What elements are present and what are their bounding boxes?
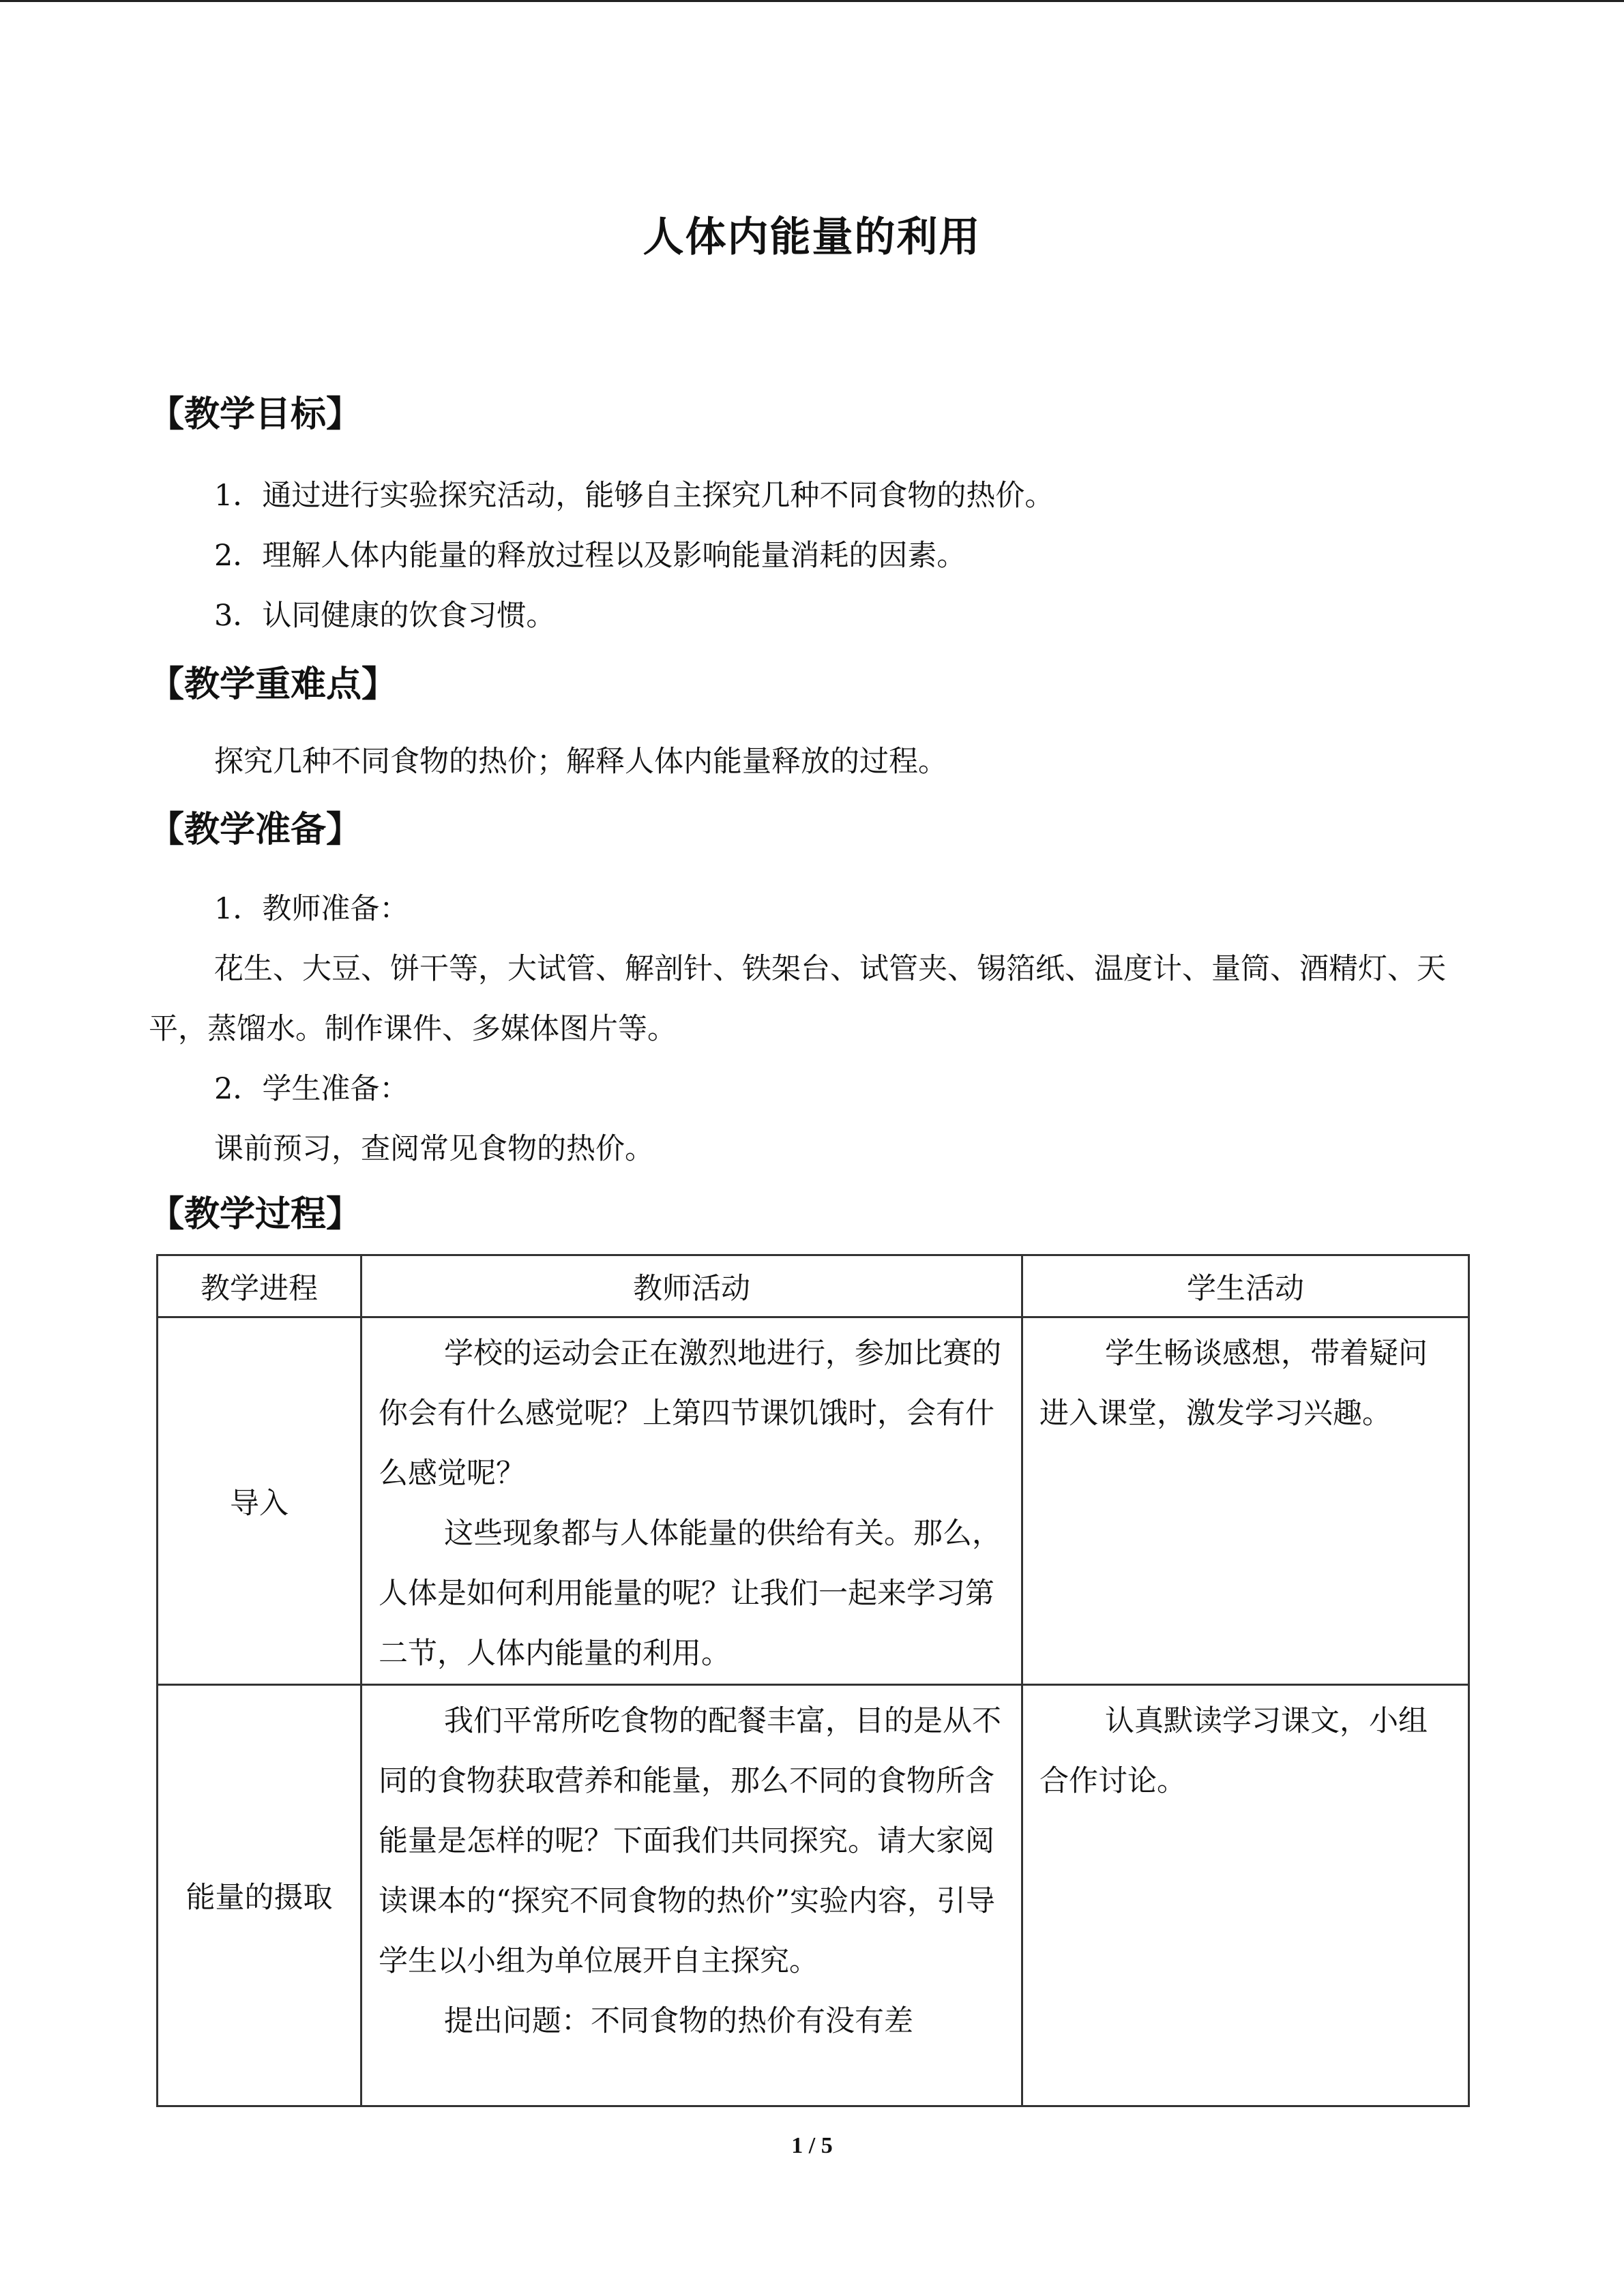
teacher-activity-cell — [361, 1317, 1022, 1685]
student-activity-paragraph: 学生畅谈感想，带着疑问进入课堂，激发学习兴趣。 — [1039, 1337, 1428, 1431]
top-border-line — [0, 0, 1624, 2]
teacher-activity-paragraph: 这些现象都与人体能量的供给有关。那么，人体是如何利用能量的呢？让我们一起来学习第二节，人体内能量的利用。 — [379, 1517, 1001, 1671]
teacher-prep-text: 花生、大豆、饼干等，大试管、解剖针、铁架台、试管夹、锡箔纸、温度计、量筒、酒精灯、天平，蒸馏水。制作课件、多媒体图片等。 — [149, 952, 1446, 1046]
process-heading: 【教学过程】 — [149, 1194, 362, 1235]
objective-item-2: 2．理解人体内能量的释放过程以及影响能量消耗的因素。 — [214, 539, 966, 573]
process-table — [156, 1254, 1470, 2107]
student-activity-cell — [1022, 1685, 1469, 2106]
page-title: 人体内能量的利用 — [643, 213, 981, 261]
objectives-heading: 【教学目标】 — [149, 394, 362, 435]
page-number: 1 / 5 — [791, 2133, 833, 2158]
teacher-activity-paragraph: 我们平常所吃食物的配餐丰富，目的是从不同的食物获取营养和能量，那么不同的食物所含能量是怎样的呢？下面我们共同探究。请大家阅读课本的“探究不同食物的热价”实验内容，引导学生以小组为单位展开自主探究。 — [379, 1704, 1001, 1978]
keypoints-text: 探究几种不同食物的热价；解释人体内能量释放的过程。 — [214, 745, 947, 779]
preparation-heading: 【教学准备】 — [149, 809, 362, 850]
column-header-teacher: 教师活动 — [361, 1255, 1022, 1317]
teacher-prep-label: 1．教师准备： — [214, 892, 409, 926]
student-prep-text: 课前预习，查阅常见食物的热价。 — [214, 1132, 654, 1166]
objective-item-1: 1．通过进行实验探究活动，能够自主探究几种不同食物的热价。 — [214, 479, 1054, 513]
student-activity-paragraph: 认真默读学习课文，小组合作讨论。 — [1039, 1704, 1428, 1798]
objective-item-3: 3．认同健康的饮食习惯。 — [214, 599, 556, 633]
student-activity-cell — [1022, 1317, 1469, 1685]
teacher-activity-cell — [361, 1685, 1022, 2106]
stage-cell: 能量的摄取 — [158, 1685, 361, 2106]
table-row — [158, 1685, 1469, 2106]
stage-cell: 导入 — [158, 1317, 361, 1685]
table-header-row — [158, 1255, 1469, 1317]
table-row — [158, 1317, 1469, 1685]
student-prep-label: 2．学生准备： — [214, 1072, 409, 1106]
keypoints-heading: 【教学重难点】 — [149, 664, 398, 705]
column-header-stage: 教学进程 — [158, 1255, 361, 1317]
column-header-student: 学生活动 — [1022, 1255, 1469, 1317]
teacher-activity-paragraph: 提出问题：不同食物的热价有没有差 — [444, 2004, 913, 2038]
teacher-activity-paragraph: 学校的运动会正在激烈地进行，参加比赛的你会有什么感觉呢？上第四节课饥饿时，会有什么感觉呢？ — [379, 1337, 1001, 1491]
